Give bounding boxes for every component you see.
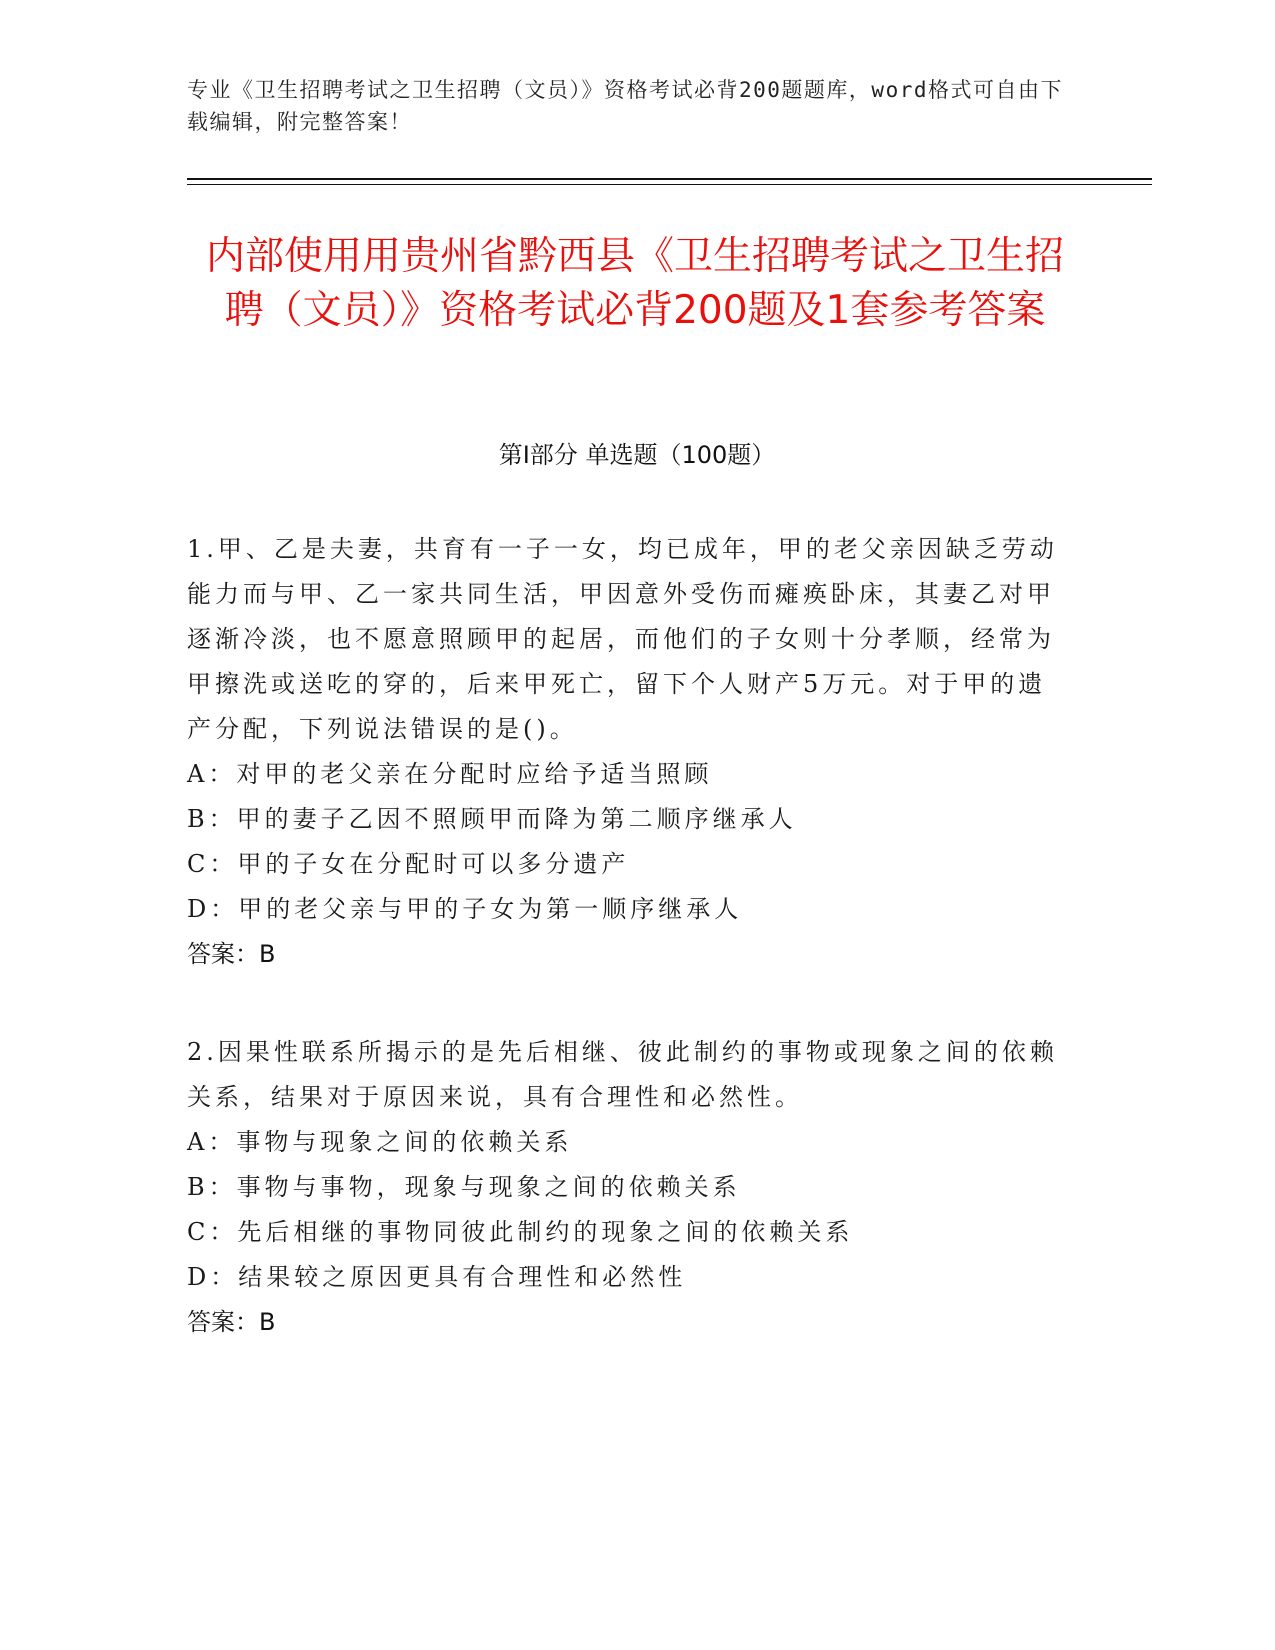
option-d: D：结果较之原因更具有合理性和必然性 <box>187 1263 687 1291</box>
header-divider-thick <box>187 178 1152 180</box>
header-note: 专业《卫生招聘考试之卫生招聘（文员）》资格考试必背200题题库，word格式可自由下载编辑，附完整答案！ <box>187 78 1063 134</box>
option-a: A：对甲的老父亲在分配时应给予适当照顾 <box>187 760 713 788</box>
question-item <box>187 1030 1067 1345</box>
option-d: D：甲的老父亲与甲的子女为第一顺序继承人 <box>187 895 743 923</box>
option-b: B：甲的妻子乙因不照顾甲而降为第二顺序继承人 <box>187 805 797 833</box>
header-divider-thin <box>187 184 1152 185</box>
question-stem: 1.甲、乙是夫妻，共育有一子一女，均已成年，甲的老父亲因缺乏劳动能力而与甲、乙一家共同生活，甲因意外受伤而瘫痪卧床，其妻乙对甲逐渐冷淡，也不愿意照顾甲的起居，而他们的子女则十分孝顺，经常为甲擦洗或送吃的穿的，后来甲死亡，留下个人财产5万元。对于甲的遗产分配，下列说法错误的是()。 <box>187 535 1058 743</box>
question-stem: 2.因果性联系所揭示的是先后相继、彼此制约的事物或现象之间的依赖关系，结果对于原因来说，具有合理性和必然性。 <box>187 1038 1058 1111</box>
answer-line: 答案：B <box>187 1308 276 1336</box>
answer-line: 答案：B <box>187 940 276 968</box>
option-c: C：先后相继的事物同彼此制约的现象之间的依赖关系 <box>187 1218 854 1246</box>
document-title: 内部使用用贵州省黔西县《卫生招聘考试之卫生招聘（文员）》资格考试必背200题及1套参考答案 <box>205 234 1064 333</box>
question-item <box>187 527 1067 977</box>
section-title: 第Ⅰ部分 单选题（100题） <box>498 441 776 469</box>
option-b: B：事物与事物，现象与现象之间的依赖关系 <box>187 1173 741 1201</box>
option-a: A：事物与现象之间的依赖关系 <box>187 1128 573 1156</box>
option-c: C：甲的子女在分配时可以多分遗产 <box>187 850 630 878</box>
